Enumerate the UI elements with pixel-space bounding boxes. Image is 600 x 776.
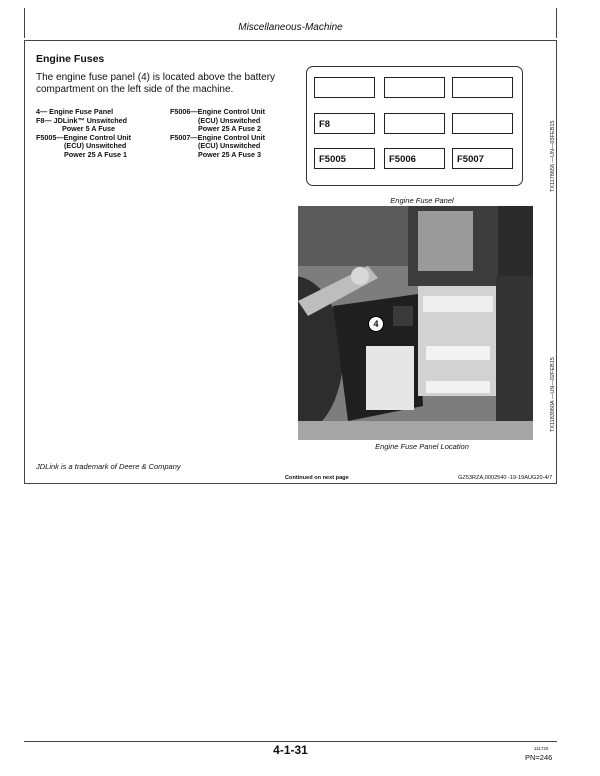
fuse-slot-f5007: F5007 (452, 148, 513, 169)
fuse-slot-empty (452, 77, 513, 98)
photo-caption: Engine Fuse Panel Location (375, 442, 469, 451)
legend-item-4: 4— Engine Fuse Panel (36, 107, 114, 116)
fuse-slot-empty (452, 113, 513, 134)
pn-number: PN=246 (525, 753, 553, 762)
fuse-panel-reference-id (546, 112, 556, 192)
fuse-slot-f5006: F5006 (384, 148, 445, 169)
legend-column-1 (36, 108, 166, 160)
fuse-slot-empty (384, 77, 445, 98)
intro-paragraph: The engine fuse panel (4) is located above the battery compartment on the left side of the machine. (36, 72, 276, 95)
continued-note: Continued on next page (285, 475, 349, 481)
engine-compartment-photo (298, 206, 533, 440)
legend-item-f5007-cont1: (ECU) Unswitched (198, 141, 261, 151)
legend-item-f5005-cont1: (ECU) Unswitched (64, 141, 127, 151)
legend-item-f5006-cont2: Power 25 A Fuse 2 (198, 124, 261, 134)
page-header-title: Miscellaneous-Machine (238, 22, 343, 33)
svg-text:TX1178656 —UN—03FEB15: TX1178656 —UN—03FEB15 (550, 120, 556, 192)
document-code: GZ53RZA,0002540 -19-19AUG20-4/7 (458, 475, 553, 481)
legend-item-f5006-cont1: (ECU) Unswitched (198, 115, 261, 125)
fuse-panel-diagram (306, 66, 523, 186)
footer-rule (24, 741, 557, 742)
section-heading: Engine Fuses (36, 53, 105, 65)
legend-item-f8: F8— JDLink™ Unswitched (36, 115, 128, 125)
legend-column-2 (170, 108, 290, 160)
footer-small-code: 111720 (534, 746, 549, 751)
fuse-slot-f5005: F5005 (314, 148, 375, 169)
legend-item-f5005: F5005—Engine Control Unit (36, 132, 132, 142)
page-number: 4-1-31 (273, 743, 308, 757)
photo-reference-id (546, 350, 556, 432)
fuse-slot-empty (384, 113, 445, 134)
trademark-note: JDLink is a trademark of Deere & Company (36, 462, 181, 471)
legend-item-f5005-cont2: Power 25 A Fuse 1 (64, 149, 127, 159)
legend-item-f5007-cont2: Power 25 A Fuse 3 (198, 149, 261, 159)
svg-text:TX1183960A —UN—02FEB15: TX1183960A —UN—02FEB15 (550, 357, 556, 432)
callout-4: 4 (368, 316, 384, 332)
fuse-slot-f8: F8 (314, 113, 375, 134)
legend-item-f5007: F5007—Engine Control Unit (170, 132, 266, 142)
legend-item-f5006: F5006—Engine Control Unit (170, 107, 266, 116)
fuse-panel-caption: Engine Fuse Panel (390, 196, 454, 205)
fuse-slot-empty (314, 77, 375, 98)
legend-item-f8-cont: Power 5 A Fuse (62, 124, 115, 134)
